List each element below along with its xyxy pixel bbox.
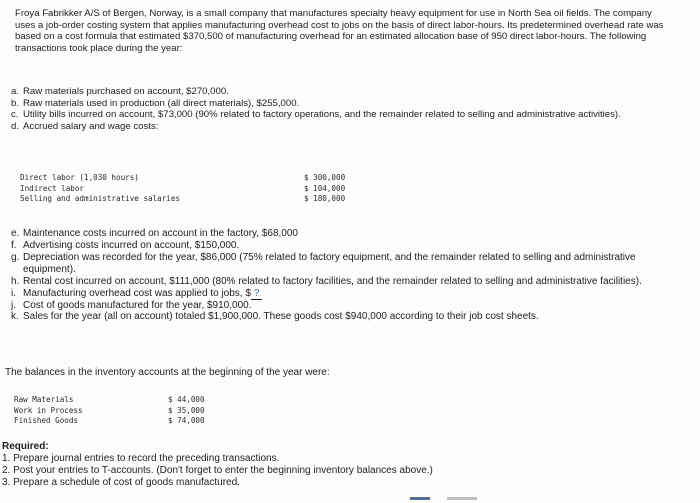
row-value: $ 35,000 <box>168 405 205 415</box>
required-item: 2. Post your entries to T-accounts. (Don't forget to enter the beginning inventory balances above.) <box>2 464 433 476</box>
row-value: $ 104,000 <box>304 183 346 193</box>
transaction-text: Advertising costs incurred on account, $150,000. <box>23 239 240 251</box>
transaction-text: Manufacturing overhead cost was applied to jobs, $ <box>23 287 251 299</box>
row-label: Indirect labor <box>20 183 85 193</box>
transaction-text: Rental cost incurred on account, $111,000 (80% related to factory facilities, and the remainder related to selling and administrative facilities). <box>23 275 642 287</box>
transaction-letter: b. <box>11 97 20 109</box>
transaction-letter: h. <box>11 275 20 287</box>
transaction-b <box>11 98 671 110</box>
transaction-text: Raw materials purchased on account, $270,000. <box>23 86 229 97</box>
row-value: $ 300,000 <box>304 173 346 182</box>
transaction-letter: d. <box>11 120 20 132</box>
required-heading: Required: <box>2 441 49 452</box>
table-row <box>20 194 360 205</box>
transaction-f <box>11 240 671 252</box>
row-label: Work in Process <box>14 405 83 415</box>
problem-intro: Froya Fabrikker A/S of Bergen, Norway, is a small company that manufactures specialty heavy equipment for use in North Sea oil fields. The company uses a job-order costing system that applies manufacturing overhead cost to jobs on the basis of direct labor-hours. Its predetermined overhead rate was based on a cost formula that estimated $370,500 of manufacturing overhead for an estimated allocation base of 950 direct labor-hours. The following transactions took place during the year: <box>15 8 664 54</box>
transaction-text: Sales for the year (all on account) totaled $1,900,000. These goods cost $940,000 according to their job cost sheets. <box>23 311 539 323</box>
row-label: Direct labor (1,030 hours) <box>20 173 139 182</box>
transaction-k <box>11 311 671 323</box>
transaction-letter: e. <box>11 228 20 239</box>
prev-button-fragment[interactable] <box>410 497 430 500</box>
transaction-text: Depreciation was recorded for the year, $86,000 (75% related to factory equipment, and the remainder related to selling and administrative equipment). <box>23 251 636 275</box>
answer-placeholder: ? <box>253 287 260 299</box>
table-row <box>20 184 360 195</box>
transaction-letter: g. <box>11 251 20 263</box>
row-label: Finished Goods <box>14 416 79 426</box>
balances-heading: The balances in the inventory accounts at the beginning of the year were: <box>5 367 330 378</box>
transaction-letter: c. <box>11 109 19 120</box>
transaction-letter: a. <box>11 86 20 97</box>
transaction-g <box>11 252 671 276</box>
row-value: $ 44,000 <box>168 395 205 404</box>
row-label: Raw Materials <box>14 395 74 404</box>
required-item: 1. Prepare journal entries to record the preceding transactions. <box>2 452 280 464</box>
required-item: 3. Prepare a schedule of cost of goods manufactured. <box>2 476 240 488</box>
transaction-c <box>11 109 671 121</box>
required-section <box>2 441 692 489</box>
transaction-text: Maintenance costs incurred on account in the factory, $68,000 <box>23 228 298 239</box>
cropped-footer-controls <box>0 497 700 503</box>
transaction-a <box>11 86 671 98</box>
transaction-d <box>11 121 671 133</box>
transaction-text: Cost of goods manufactured for the year, $910,000. <box>23 299 252 311</box>
row-label: Selling and administrative salaries <box>20 194 181 204</box>
transactions-list-a-d <box>11 86 671 132</box>
transaction-e <box>11 228 671 240</box>
answer-blank[interactable] <box>251 289 263 300</box>
transaction-letter: k. <box>11 311 19 323</box>
transaction-h <box>11 276 671 288</box>
transaction-text: Utility bills incurred on account, $73,000 (90% related to factory operations, and the remainder related to selling and administrative activities). <box>23 109 621 120</box>
table-row <box>20 173 360 184</box>
transaction-letter: f. <box>11 239 17 251</box>
inventory-balances-table <box>14 395 224 427</box>
next-button-fragment[interactable] <box>447 497 477 500</box>
transaction-text: Raw materials used in production (all direct materials), $255,000. <box>23 97 300 109</box>
wage-costs-table <box>20 173 360 205</box>
transaction-j <box>11 300 671 312</box>
table-row <box>14 416 224 427</box>
transactions-list-e-k <box>11 228 671 323</box>
table-row <box>14 406 224 417</box>
transaction-letter: j. <box>11 299 16 311</box>
transaction-i <box>11 288 671 300</box>
row-value: $ 74,000 <box>168 416 205 426</box>
row-value: $ 180,000 <box>304 194 346 204</box>
table-row <box>14 395 224 406</box>
transaction-text: Accrued salary and wage costs: <box>23 120 159 132</box>
transaction-letter: i. <box>11 287 16 299</box>
